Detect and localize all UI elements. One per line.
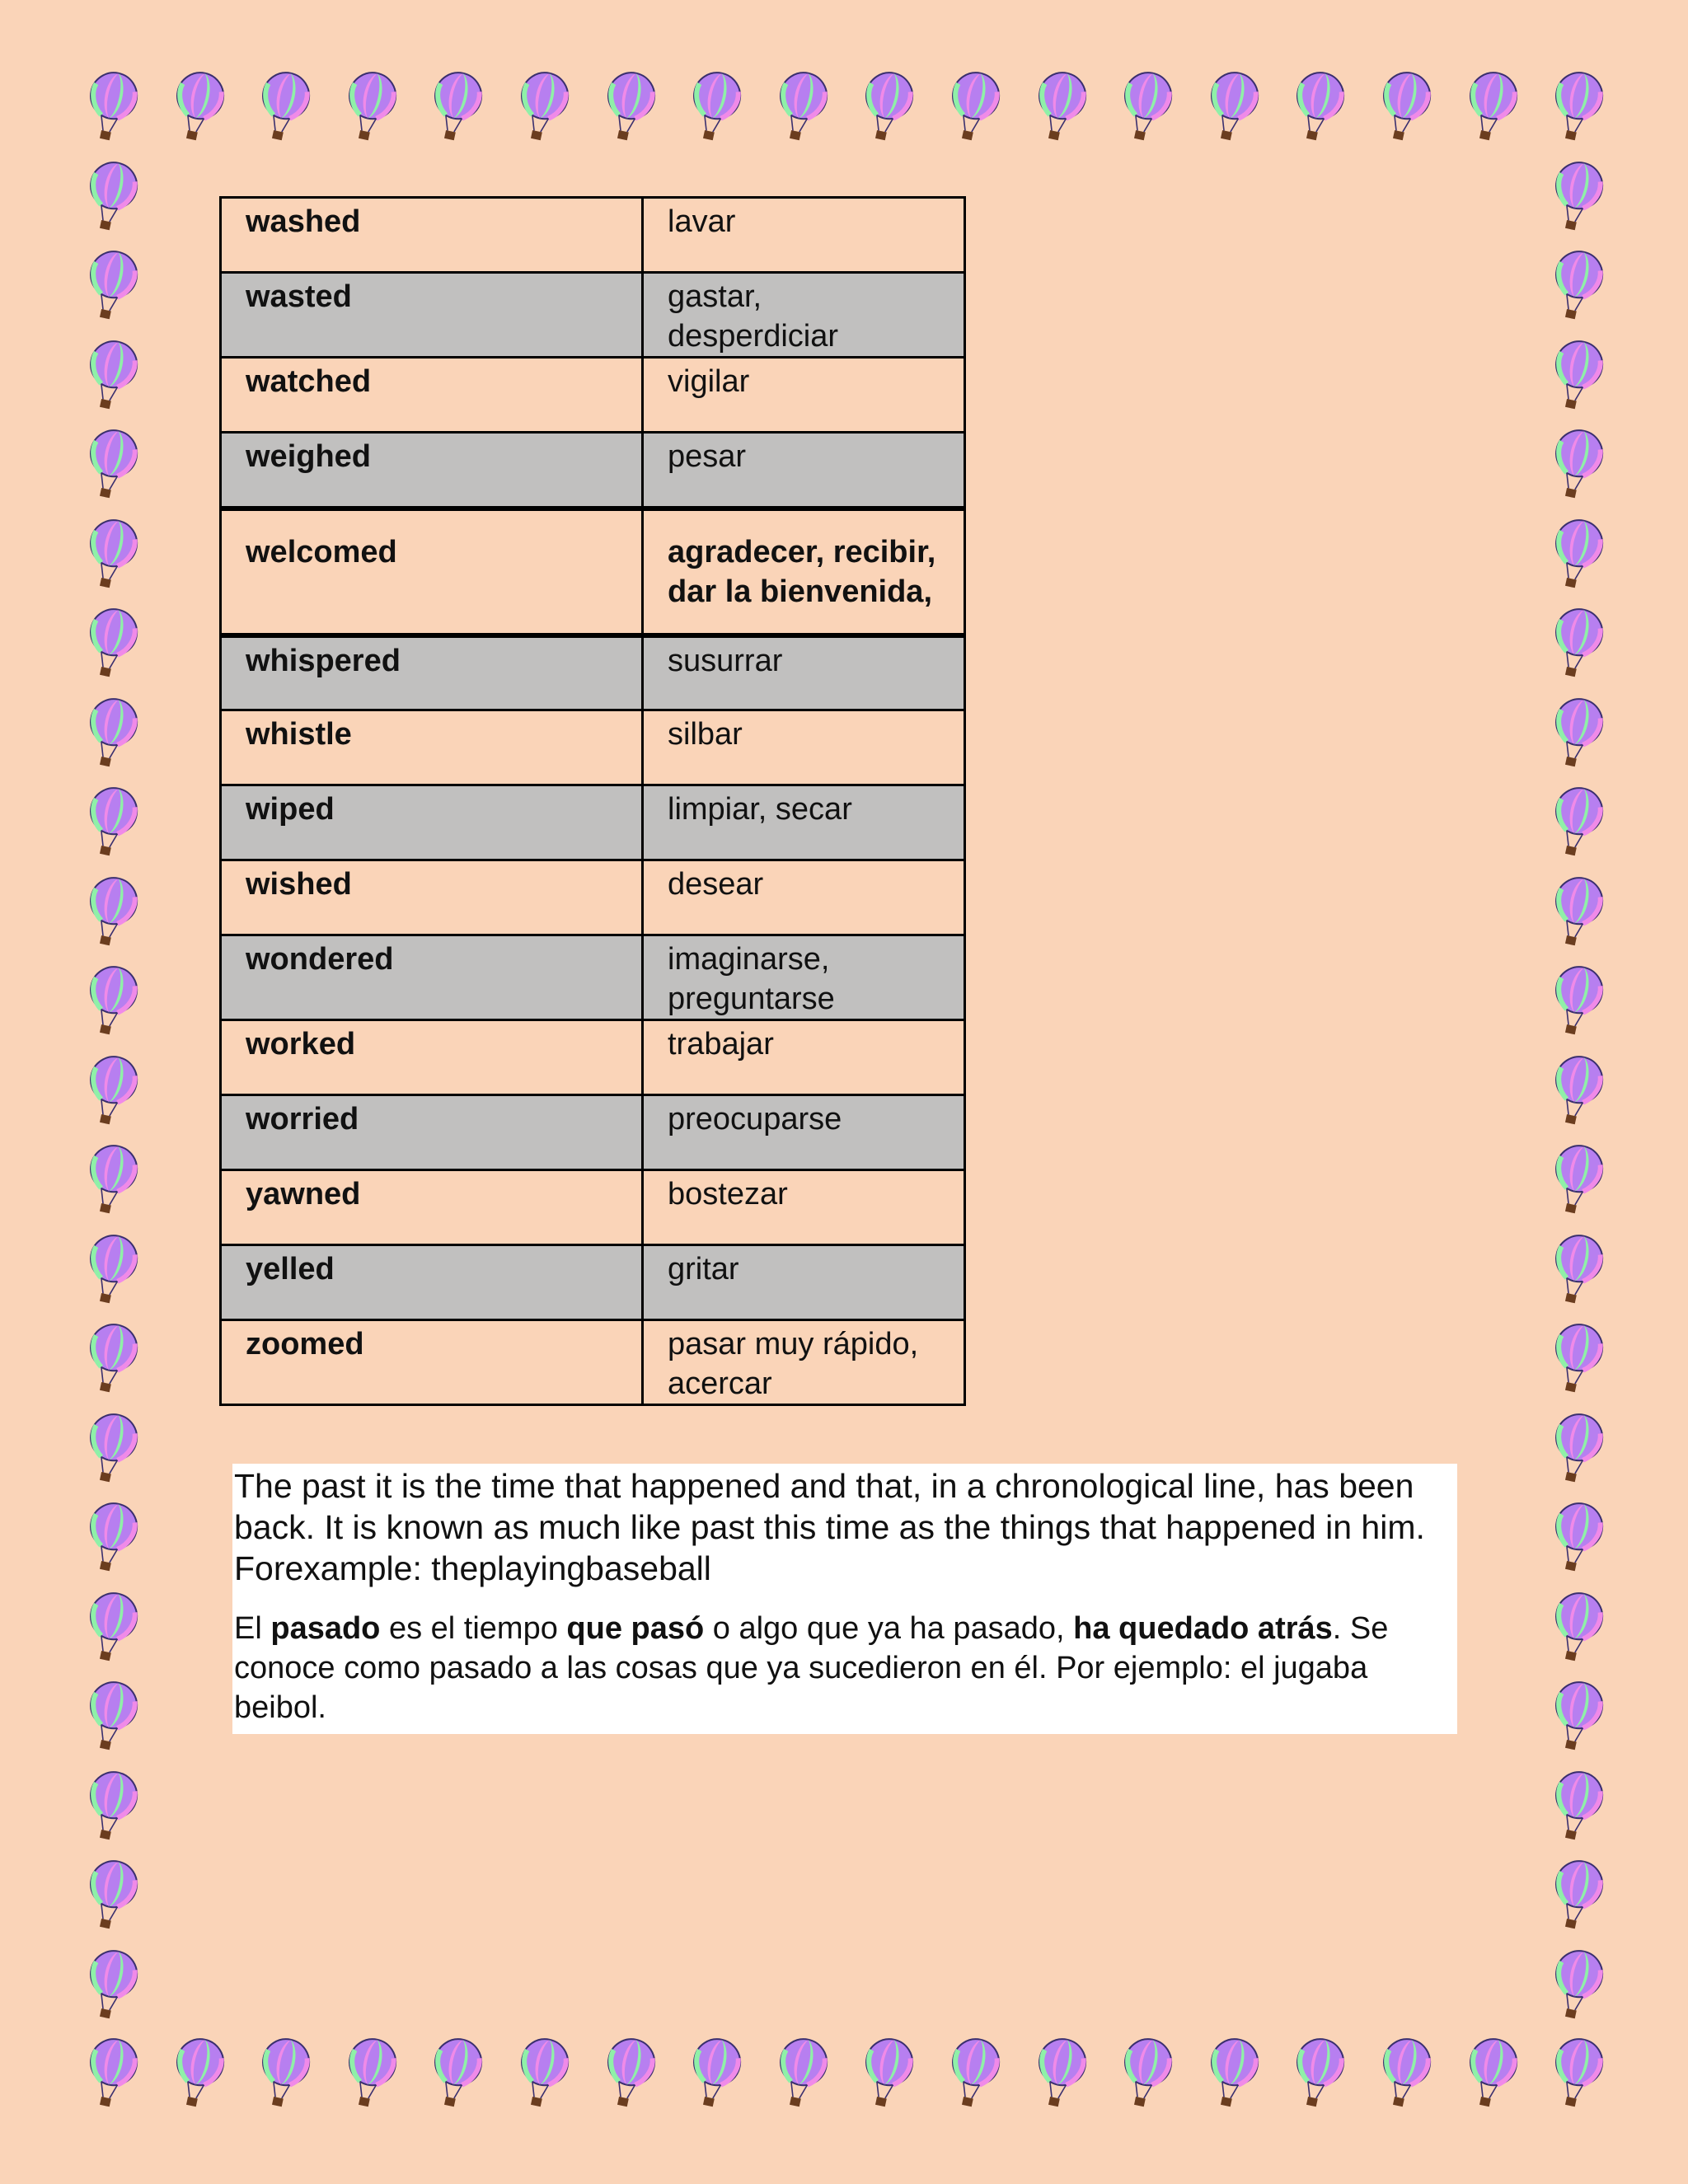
hot-air-balloon-icon xyxy=(1550,1234,1606,1310)
hot-air-balloon-icon xyxy=(946,71,1002,147)
hot-air-balloon-icon xyxy=(1550,1680,1606,1756)
spanish-translation: susurrar xyxy=(643,635,965,710)
hot-air-balloon-icon xyxy=(84,786,140,862)
spanish-translation: trabajar xyxy=(643,1020,965,1095)
hot-air-balloon-icon xyxy=(429,2037,485,2113)
hot-air-balloon-icon xyxy=(256,2037,312,2113)
hot-air-balloon-icon xyxy=(1377,2037,1433,2113)
hot-air-balloon-icon xyxy=(1550,1859,1606,1935)
hot-air-balloon-icon xyxy=(1550,607,1606,683)
hot-air-balloon-icon xyxy=(84,1859,140,1935)
hot-air-balloon-icon xyxy=(84,161,140,237)
hot-air-balloon-icon xyxy=(84,1055,140,1131)
hot-air-balloon-icon xyxy=(84,876,140,952)
hot-air-balloon-icon xyxy=(515,71,571,147)
spanish-translation: preocuparse xyxy=(643,1095,965,1170)
hot-air-balloon-icon xyxy=(1550,1949,1606,2025)
hot-air-balloon-icon xyxy=(860,71,916,147)
table-row xyxy=(221,358,965,433)
explanation-box xyxy=(232,1464,1457,1734)
spanish-translation: desear xyxy=(643,860,965,935)
english-word: wondered xyxy=(221,935,643,1020)
text-span: o algo que ya ha pasado, xyxy=(704,1611,1074,1646)
hot-air-balloon-icon xyxy=(1550,876,1606,952)
table-row xyxy=(221,198,965,273)
hot-air-balloon-icon xyxy=(84,71,140,147)
hot-air-balloon-icon xyxy=(1033,71,1089,147)
hot-air-balloon-icon xyxy=(1550,1323,1606,1399)
table-row xyxy=(221,1170,965,1245)
hot-air-balloon-icon xyxy=(84,518,140,594)
english-word: whistle xyxy=(221,710,643,785)
english-word: wiped xyxy=(221,785,643,860)
hot-air-balloon-icon xyxy=(1464,71,1520,147)
english-word: whispered xyxy=(221,635,643,710)
hot-air-balloon-icon xyxy=(1550,965,1606,1041)
hot-air-balloon-icon xyxy=(774,71,830,147)
spanish-translation: limpiar, secar xyxy=(643,785,965,860)
hot-air-balloon-icon xyxy=(84,1323,140,1399)
hot-air-balloon-icon xyxy=(343,71,399,147)
english-word: worried xyxy=(221,1095,643,1170)
spanish-translation: silbar xyxy=(643,710,965,785)
english-word: watched xyxy=(221,358,643,433)
hot-air-balloon-icon xyxy=(429,71,485,147)
hot-air-balloon-icon xyxy=(1291,2037,1347,2113)
hot-air-balloon-icon xyxy=(1377,71,1433,147)
hot-air-balloon-icon xyxy=(84,965,140,1041)
hot-air-balloon-icon xyxy=(84,1591,140,1667)
english-word: welcomed xyxy=(221,509,643,635)
hot-air-balloon-icon xyxy=(84,1413,140,1488)
spanish-translation: gritar xyxy=(643,1245,965,1320)
hot-air-balloon-icon xyxy=(774,2037,830,2113)
hot-air-balloon-icon xyxy=(84,607,140,683)
hot-air-balloon-icon xyxy=(687,2037,743,2113)
english-word: worked xyxy=(221,1020,643,1095)
hot-air-balloon-icon xyxy=(84,1502,140,1577)
hot-air-balloon-icon xyxy=(1550,1144,1606,1220)
text-span: El xyxy=(234,1611,271,1646)
table-row xyxy=(221,635,965,710)
hot-air-balloon-icon xyxy=(1550,161,1606,237)
bold-term: ha quedado atrás xyxy=(1073,1611,1333,1646)
hot-air-balloon-icon xyxy=(1550,518,1606,594)
english-explanation: The past it is the time that happened and that, in a chronological line, has been back. It is known as much like past this time as the things that happened in him. Forexample: theplayingbaseball xyxy=(234,1467,1425,1587)
hot-air-balloon-icon xyxy=(1550,1770,1606,1846)
hot-air-balloon-icon xyxy=(84,1770,140,1846)
hot-air-balloon-icon xyxy=(1205,71,1261,147)
spanish-translation: imaginarse, preguntarse xyxy=(643,935,965,1020)
hot-air-balloon-icon xyxy=(84,1680,140,1756)
hot-air-balloon-icon xyxy=(171,71,227,147)
spanish-translation: pasar muy rápido, acercar xyxy=(643,1320,965,1405)
bold-term: pasado xyxy=(270,1611,381,1646)
bold-term: que pasó xyxy=(566,1611,705,1646)
hot-air-balloon-icon xyxy=(1550,340,1606,415)
table-row xyxy=(221,1245,965,1320)
hot-air-balloon-icon xyxy=(1205,2037,1261,2113)
spanish-translation: vigilar xyxy=(643,358,965,433)
hot-air-balloon-icon xyxy=(1550,71,1606,147)
hot-air-balloon-icon xyxy=(602,71,658,147)
spanish-translation: lavar xyxy=(643,198,965,273)
hot-air-balloon-icon xyxy=(602,2037,658,2113)
english-word: yelled xyxy=(221,1245,643,1320)
hot-air-balloon-icon xyxy=(84,1949,140,2025)
hot-air-balloon-icon xyxy=(84,250,140,326)
hot-air-balloon-icon xyxy=(687,71,743,147)
hot-air-balloon-icon xyxy=(1550,250,1606,326)
hot-air-balloon-icon xyxy=(1550,1591,1606,1667)
table-row xyxy=(221,509,965,635)
english-word: weighed xyxy=(221,433,643,509)
hot-air-balloon-icon xyxy=(946,2037,1002,2113)
table-row xyxy=(221,935,965,1020)
hot-air-balloon-icon xyxy=(84,429,140,504)
table-row xyxy=(221,1020,965,1095)
spanish-translation: bostezar xyxy=(643,1170,965,1245)
spanish-translation: gastar, desperdiciar xyxy=(643,273,965,358)
hot-air-balloon-icon xyxy=(1033,2037,1089,2113)
spanish-translation: pesar xyxy=(643,433,965,509)
spanish-explanation xyxy=(234,1609,1456,1727)
table-row xyxy=(221,860,965,935)
english-word: washed xyxy=(221,198,643,273)
text-span: . Se conoce como pasado a las cosas que ya sucedieron en él. Por ejemplo: el jugaba beibol. xyxy=(234,1611,1389,1725)
table-row xyxy=(221,273,965,358)
hot-air-balloon-icon xyxy=(1550,429,1606,504)
english-word: wished xyxy=(221,860,643,935)
hot-air-balloon-icon xyxy=(860,2037,916,2113)
english-word: zoomed xyxy=(221,1320,643,1405)
table-row xyxy=(221,433,965,509)
table-row xyxy=(221,785,965,860)
hot-air-balloon-icon xyxy=(1550,697,1606,773)
hot-air-balloon-icon xyxy=(1550,1413,1606,1488)
hot-air-balloon-icon xyxy=(1118,2037,1175,2113)
hot-air-balloon-icon xyxy=(84,1234,140,1310)
spanish-translation: agradecer, recibir, dar la bienvenida, xyxy=(643,509,965,635)
hot-air-balloon-icon xyxy=(84,697,140,773)
english-word: yawned xyxy=(221,1170,643,1245)
hot-air-balloon-icon xyxy=(1550,786,1606,862)
english-word: wasted xyxy=(221,273,643,358)
hot-air-balloon-icon xyxy=(84,2037,140,2113)
hot-air-balloon-icon xyxy=(1464,2037,1520,2113)
hot-air-balloon-icon xyxy=(1550,1055,1606,1131)
hot-air-balloon-icon xyxy=(1550,2037,1606,2113)
hot-air-balloon-icon xyxy=(256,71,312,147)
text-span: es el tiempo xyxy=(380,1611,567,1646)
hot-air-balloon-icon xyxy=(84,1144,140,1220)
vocabulary-table xyxy=(219,196,966,1406)
table-row xyxy=(221,710,965,785)
hot-air-balloon-icon xyxy=(1118,71,1175,147)
hot-air-balloon-icon xyxy=(343,2037,399,2113)
hot-air-balloon-icon xyxy=(1550,1502,1606,1577)
hot-air-balloon-icon xyxy=(84,340,140,415)
hot-air-balloon-icon xyxy=(171,2037,227,2113)
table-row xyxy=(221,1095,965,1170)
hot-air-balloon-icon xyxy=(1291,71,1347,147)
table-row xyxy=(221,1320,965,1405)
hot-air-balloon-icon xyxy=(515,2037,571,2113)
